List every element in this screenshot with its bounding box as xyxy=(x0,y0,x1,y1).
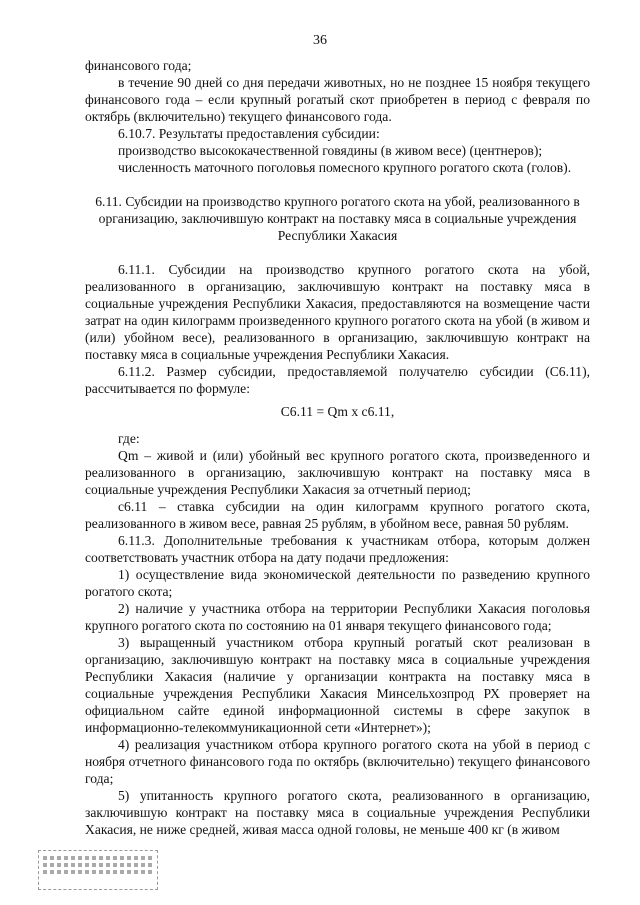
paragraph: в течение 90 дней со дня передачи животных, но не позднее 15 ноября текущего финансового года – если крупный рогатый скот приобретен в период с февраля по октябрь (включительно) текущего финансового года. xyxy=(85,75,590,124)
paragraph: 6.11.1. Субсидии на производство крупного рогатого скота на убой, реализованного в организацию, заключившую контракт на поставку мяса в социальные учреждения Республики Хакасия, предоставляются на возмещение части затрат на один килограмм произведенного крупного рогатого скота на убой (в живом и (или) убойном весе), реализованного в организацию, заключившую контракт на поставку мяса в социальные учреждения Республики Хакасия. xyxy=(85,262,590,362)
formula: C6.11 = Qm x c6.11, xyxy=(280,404,395,419)
spacer xyxy=(85,244,590,261)
spacer xyxy=(85,176,590,193)
stamp-mark xyxy=(38,850,158,890)
page-number: 36 xyxy=(313,33,327,48)
paragraph: численность маточного поголовья помесного крупного рогатого скота (голов). xyxy=(118,160,572,175)
paragraph: Qm – живой и (или) убойный вес крупного рогатого скота, произведенного и реализованного в организацию, заключившую контракт на поставку мяса в социальные учреждения Республики Хакасия за отчетный период; xyxy=(85,448,590,497)
paragraph: где: xyxy=(118,431,140,446)
paragraph: 6.11.3. Дополнительные требования к участникам отбора, которым должен соответствовать участник отбора на дату подачи предложения: xyxy=(85,533,590,565)
paragraph: 3) выращенный участником отбора крупный рогатый скот реализован в организацию, заключившую контракт на поставку мяса в социальные учреждения Республики Хакасия (наличие у организации контракта на поставку мяса в социальные учреждения Республики Хакасия Минсельхозпрод РХ проверяет на официальном сайте единой информационной системы в сфере закупок в информационно-телекоммуникационной сети «Интернет»); xyxy=(85,635,590,735)
paragraph: 4) реализация участником отбора крупного рогатого скота на убой в период с ноября отчетного финансового года по октябрь (включительно) текущего финансового года; xyxy=(85,737,590,786)
paragraph: 6.10.7. Результаты предоставления субсидии: xyxy=(118,126,380,141)
paragraph: 1) осуществление вида экономической деятельности по разведению крупного рогатого скота; xyxy=(85,567,590,599)
paragraph: c6.11 – ставка субсидии на один килограмм крупного рогатого скота, реализованного в живом весе, равная 25 рублям, в убойном весе, равная 50 рублям. xyxy=(85,499,590,531)
paragraph: 5) упитанность крупного рогатого скота, реализованного в организацию, заключившую контракт на поставку мяса в социальные учреждения Республики Хакасия, не ниже средней, живая масса одной головы, не меньше 400 кг (в живом xyxy=(85,788,590,837)
paragraph: финансового года; xyxy=(85,58,192,73)
paragraph: 2) наличие у участника отбора на территории Республики Хакасия поголовья крупного рогатого скота по состоянию на 01 января текущего финансового года; xyxy=(85,601,590,633)
paragraph: производство высококачественной говядины (в живом весе) (центнеров); xyxy=(118,143,543,158)
section-heading: 6.11. Субсидии на производство крупного рогатого скота на убой, реализованного в организацию, заключившую контракт на поставку мяса в социальные учреждения Республики Хакасия xyxy=(95,194,580,243)
paragraph: 6.11.2. Размер субсидии, предоставляемой получателю субсидии (C6.11), рассчитывается по формуле: xyxy=(85,364,590,396)
document-body xyxy=(85,57,590,838)
